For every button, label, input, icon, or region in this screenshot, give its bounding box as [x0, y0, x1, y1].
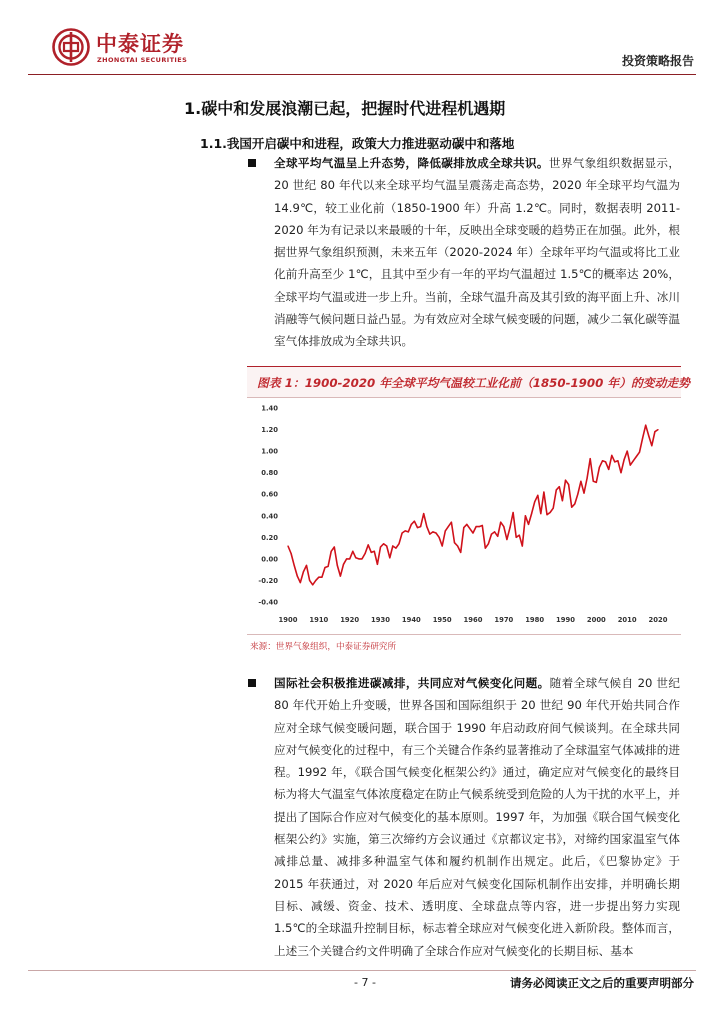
data-point-1911	[321, 577, 322, 578]
header-divider	[28, 74, 696, 75]
data-point-2017	[648, 435, 649, 436]
zhongtai-logo-icon	[52, 28, 90, 66]
y-tick-label: 0.00	[261, 555, 278, 564]
x-tick-label: 1900	[278, 616, 298, 624]
data-point-1917	[340, 576, 341, 577]
data-point-1934	[392, 545, 393, 546]
data-point-1944	[423, 513, 424, 514]
data-point-1963	[482, 525, 483, 526]
data-point-1904	[300, 582, 301, 583]
data-point-1967	[494, 531, 495, 532]
data-point-1948	[435, 532, 436, 533]
data-point-1931	[383, 543, 384, 544]
data-point-1920	[349, 558, 350, 559]
data-point-1937	[402, 532, 403, 533]
data-point-1985	[550, 512, 551, 513]
data-point-2005	[611, 455, 612, 456]
chart-bottom-divider	[247, 634, 681, 635]
data-point-1950	[442, 545, 443, 546]
y-tick-label: 0.40	[261, 512, 278, 521]
y-tick-label: 1.00	[261, 447, 278, 456]
data-point-2006	[614, 461, 615, 462]
data-point-1906	[306, 565, 307, 566]
data-point-1949	[439, 537, 440, 538]
data-point-1994	[577, 494, 578, 495]
chart-title: 图表 1：1900-2020 年全球平均气温较工业化前（1850-1900 年）的变动走势	[257, 376, 690, 390]
data-point-2000	[596, 482, 597, 483]
x-tick-label: 1920	[340, 616, 360, 624]
data-point-1907	[309, 580, 310, 581]
paragraph-2-lead: 国际社会积极推进碳减排，共同应对气候变化问题。	[274, 676, 550, 690]
data-point-1942	[417, 527, 418, 528]
paragraph-2	[248, 672, 680, 962]
data-point-1987	[556, 489, 557, 490]
data-point-1936	[398, 543, 399, 544]
chart-title-bar	[247, 366, 690, 398]
data-point-2013	[636, 456, 637, 457]
data-point-1974	[516, 537, 517, 538]
footer-divider	[28, 970, 696, 971]
data-point-1925	[365, 553, 366, 554]
paragraph-1-body: 世界气象组织数据显示，20 世纪 80 年代以来全球平均气温呈震荡走高态势，2020 年全球平均气温为 14.9℃，较工业化前（1850-1900 年）升高 1.2℃。同时，数据表明 2011-2020 年为有记录以来最暖的十年，反映出全球变暖的趋势正在加强。此外，根据世界气象组织预测，未来五年（2020-2024 年）全球年平均气温或将比工业化前升高至少 1℃，且其中至少有一年的平均气温超过 1.5℃的概率达 20%，全球平均气温或进一步上升。当前，全球气温升高及其引致的海平面上升、冰川消融等气候问题日益凸显。为有效应对全球气候变暖的问题，减少二氧化碳等温室气体排放成为全球共识。	[274, 156, 680, 349]
data-point-1943	[420, 526, 421, 527]
data-point-2007	[617, 460, 618, 461]
data-point-2018	[651, 445, 652, 446]
y-tick-label: -0.20	[258, 576, 278, 585]
x-tick-label: 1930	[371, 616, 390, 624]
data-point-1970	[503, 526, 504, 527]
data-point-1975	[519, 535, 520, 536]
paragraph-1	[248, 152, 680, 353]
data-point-2008	[620, 472, 621, 473]
data-point-1918	[343, 564, 344, 565]
data-point-1981	[537, 495, 538, 496]
data-point-1997	[587, 478, 588, 479]
data-point-2004	[608, 469, 609, 470]
y-tick-label: 1.40	[261, 404, 278, 413]
data-point-2003	[605, 461, 606, 462]
data-point-1973	[513, 512, 514, 513]
data-point-2020	[657, 429, 658, 430]
data-point-1979	[531, 513, 532, 514]
logo-english-name: ZHONGTAI SECURITIES	[97, 56, 188, 64]
data-point-2009	[624, 459, 625, 460]
paragraph-2-text	[248, 672, 680, 962]
bullet-square-icon	[248, 679, 256, 687]
data-point-1989	[562, 500, 563, 501]
x-tick-label: 2010	[617, 616, 637, 624]
data-point-1903	[297, 576, 298, 577]
y-axis	[258, 405, 278, 607]
y-tick-label: 1.20	[261, 426, 278, 435]
chart-source: 来源：世界气象组织，中泰证券研究所	[250, 642, 397, 652]
data-point-1972	[509, 527, 510, 528]
x-tick-label: 1970	[494, 616, 514, 624]
data-point-2019	[654, 431, 655, 432]
section-subtitle: 1.1.我国开启碳中和进程，政策大力推进驱动碳中和落地	[200, 136, 515, 151]
y-tick-label: 0.80	[261, 469, 278, 478]
data-point-1932	[386, 545, 387, 546]
series-line-temperature-anomaly	[288, 425, 658, 585]
bullet-square-icon	[248, 159, 256, 167]
data-point-1923	[358, 558, 359, 559]
x-tick-label: 1960	[463, 616, 483, 624]
data-point-1928	[374, 551, 375, 552]
data-point-1905	[303, 571, 304, 572]
data-point-1945	[426, 526, 427, 527]
data-point-1924	[361, 558, 362, 559]
data-point-1964	[485, 548, 486, 549]
data-point-1980	[534, 501, 535, 502]
data-point-1999	[593, 481, 594, 482]
y-tick-label: 0.60	[261, 490, 278, 499]
data-point-1929	[377, 564, 378, 565]
x-tick-label: 1940	[401, 616, 421, 624]
data-point-2012	[633, 460, 634, 461]
paragraph-1-lead: 全球平均气温呈上升态势，降低碳排放成全球共识。	[274, 156, 549, 170]
data-point-1921	[352, 551, 353, 552]
data-point-1902	[294, 565, 295, 566]
data-point-1947	[432, 531, 433, 532]
data-point-1955	[457, 545, 458, 546]
data-point-1978	[528, 524, 529, 525]
data-point-1941	[414, 521, 415, 522]
data-point-1956	[460, 552, 461, 553]
data-point-2001	[599, 467, 600, 468]
data-point-1977	[525, 515, 526, 516]
data-point-1993	[574, 503, 575, 504]
data-point-1933	[389, 557, 390, 558]
data-point-1959	[469, 528, 470, 529]
data-point-1940	[411, 524, 412, 525]
data-point-1935	[395, 548, 396, 549]
data-point-1916	[337, 565, 338, 566]
data-point-2011	[630, 465, 631, 466]
data-point-1930	[380, 546, 381, 547]
data-point-2002	[602, 460, 603, 461]
section-title: 1.碳中和发展浪潮已起，把握时代进程机遇期	[184, 99, 506, 118]
data-point-1912	[324, 567, 325, 568]
paragraph-1-text	[248, 152, 680, 353]
temperature-line-chart	[248, 398, 680, 628]
data-point-1961	[476, 526, 477, 527]
data-point-1957	[463, 527, 464, 528]
data-point-1969	[500, 522, 501, 523]
data-point-1965	[488, 543, 489, 544]
data-point-1900	[287, 545, 288, 546]
data-point-1971	[506, 539, 507, 540]
data-point-1952	[448, 526, 449, 527]
data-point-1951	[445, 530, 446, 531]
data-point-1909	[315, 580, 316, 581]
data-points	[287, 425, 658, 586]
x-tick-label: 1950	[432, 616, 452, 624]
data-point-1992	[571, 507, 572, 508]
data-point-1988	[559, 486, 560, 487]
data-point-1954	[454, 542, 455, 543]
x-tick-label: 2000	[586, 616, 606, 624]
data-point-1919	[346, 558, 347, 559]
data-point-1986	[553, 508, 554, 509]
data-point-2014	[639, 452, 640, 453]
report-type-label: 投资策略报告	[621, 54, 694, 68]
data-point-1927	[371, 552, 372, 553]
page-number: - 7 -	[354, 976, 376, 989]
data-point-1990	[565, 480, 566, 481]
data-point-1913	[328, 566, 329, 567]
x-tick-label: 1980	[525, 616, 545, 624]
data-point-1953	[451, 522, 452, 523]
data-point-1962	[479, 526, 480, 527]
data-point-1995	[580, 481, 581, 482]
data-point-1998	[590, 458, 591, 459]
data-point-1968	[497, 536, 498, 537]
data-point-1915	[334, 546, 335, 547]
x-tick-label: 1910	[309, 616, 329, 624]
data-point-1960	[472, 532, 473, 533]
data-point-1926	[368, 544, 369, 545]
y-tick-label: -0.40	[258, 598, 278, 607]
data-point-1910	[318, 577, 319, 578]
data-point-1991	[568, 484, 569, 485]
data-point-1908	[312, 584, 313, 585]
x-tick-label: 2020	[648, 616, 668, 624]
data-point-1982	[540, 513, 541, 514]
data-point-1958	[466, 524, 467, 525]
logo-chinese-name: 中泰证券	[96, 32, 184, 56]
data-point-1966	[491, 534, 492, 535]
data-point-1946	[429, 534, 430, 535]
data-point-1996	[583, 493, 584, 494]
data-point-1984	[546, 514, 547, 515]
x-axis	[279, 616, 668, 624]
data-point-1901	[291, 553, 292, 554]
data-point-1914	[331, 551, 332, 552]
data-point-2010	[627, 451, 628, 452]
data-point-1983	[543, 492, 544, 493]
data-point-1938	[405, 530, 406, 531]
data-point-1939	[408, 531, 409, 532]
paragraph-2-body: 随着全球气候自 20 世纪 80 年代开始上升变暖，世界各国和国际组织于 20 世纪 90 年代开始共同合作应对全球气候变暖问题，联合国于 1990 年启动政府间气候谈判。在全球共同应对气候变化的过程中，有三个关键合作条约显著推动了全球温室气体减排的进程。1992 年，《联合国气候变化框架公约》通过，确定应对气候变化的最终目标为将大气温室气体浓度稳定在防止气候系统受到危险的人为干扰的水平上，并提出了国际合作应对气候变化的基本原则。1997 年，为加强《联合国气候变化框架公约》实施，第三次缔约方会议通过《京都议定书》，对缔约国家温室气体减排总量、减排多种温室气体和履约机制作出规定。此后，《巴黎协定》于 2015 年获通过，对 2020 年后应对气候变化国际机制作出安排，并明确长期目标、减缓、资金、技术、透明度、全球盘点等内容，进一步提出努力实现 1.5℃的全球温升控制目标，标志着全球应对气候变化进入新阶段。整体而言，上述三个关键合约文件明确了全球合作应对气候变化的长期目标、基本	[274, 676, 680, 958]
footer-disclaimer: 请务必阅读正文之后的重要声明部分	[510, 976, 694, 990]
data-point-2015	[642, 438, 643, 439]
data-point-2016	[645, 425, 646, 426]
data-point-1922	[355, 557, 356, 558]
data-point-1976	[522, 545, 523, 546]
y-tick-label: 0.20	[261, 533, 278, 542]
company-logo	[52, 26, 222, 76]
x-tick-label: 1990	[556, 616, 575, 624]
